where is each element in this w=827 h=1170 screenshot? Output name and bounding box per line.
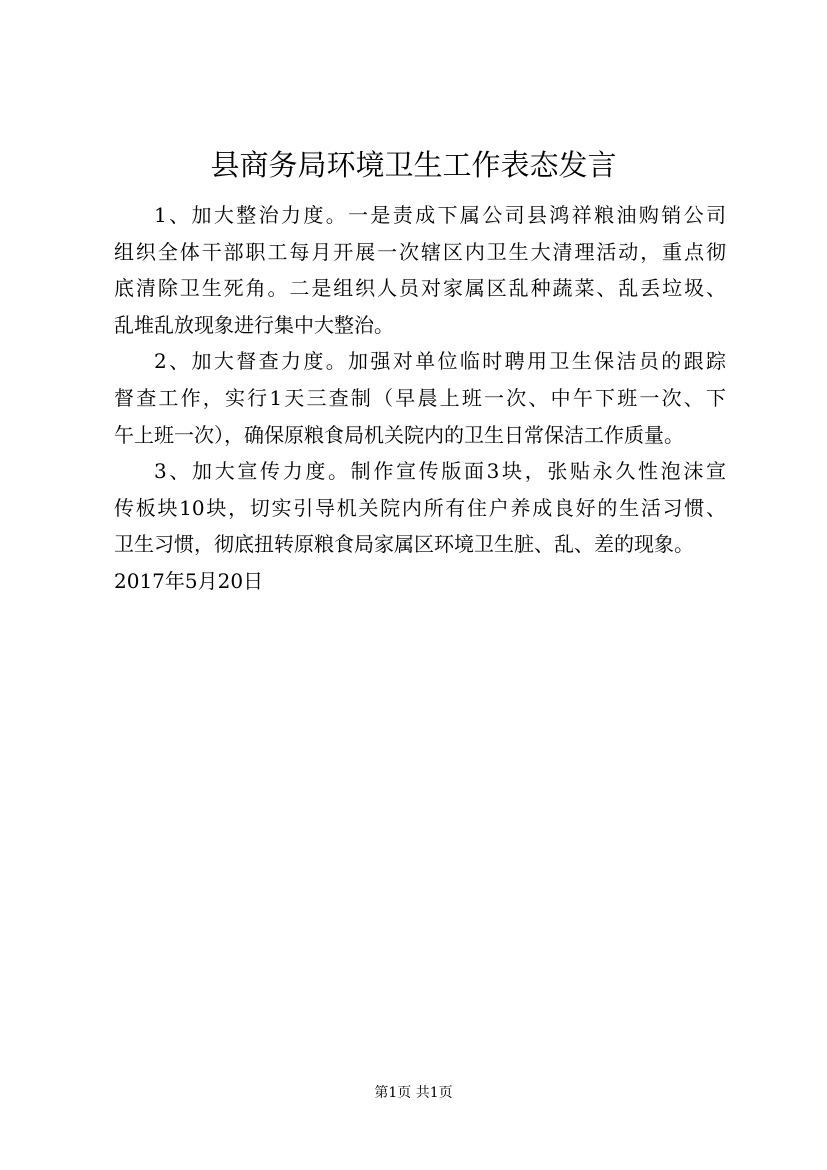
paragraph-line: 卫生习惯，彻底扭转原粮食局家属区环境卫生脏、乱、差的现象。: [114, 532, 694, 557]
paragraph-1: [114, 197, 726, 343]
page-number-footer: 第1页 共1页: [374, 1085, 453, 1101]
paragraph-line: 午上班一次），确保原粮食局机关院内的卫生日常保洁工作质量。: [114, 422, 684, 447]
paragraph-line: 乱堆乱放现象进行集中大整治。: [114, 312, 394, 337]
paragraph-line: 底清除卫生死角。二是组织人员对家属区乱种蔬菜、乱丢垃圾、: [114, 276, 726, 301]
paragraph-3: [114, 453, 726, 563]
paragraph-line: 3、加大宣传力度。制作宣传版面3块，张贴永久性泡沫宣: [154, 459, 726, 484]
paragraph-line: 1、加大整治力度。一是责成下属公司县鸿祥粮油购销公司: [154, 203, 726, 227]
paragraph-2: [114, 343, 726, 453]
document-title: 县商务局环境卫生工作表态发言: [210, 148, 617, 182]
document-date: 2017年5月20日: [114, 568, 264, 593]
paragraph-line: 组织全体干部职工每月开展一次辖区内卫生大清理活动，重点彻: [114, 239, 726, 264]
document-body: [114, 197, 726, 600]
paragraph-line: 2、加大督查力度。加强对单位临时聘用卫生保洁员的跟踪: [154, 349, 726, 374]
paragraph-line: 传板块10块，切实引导机关院内所有住户养成良好的生活习惯、: [114, 495, 726, 520]
paragraph-line: 督查工作，实行1天三查制（早晨上班一次、中午下班一次、下: [114, 385, 726, 410]
